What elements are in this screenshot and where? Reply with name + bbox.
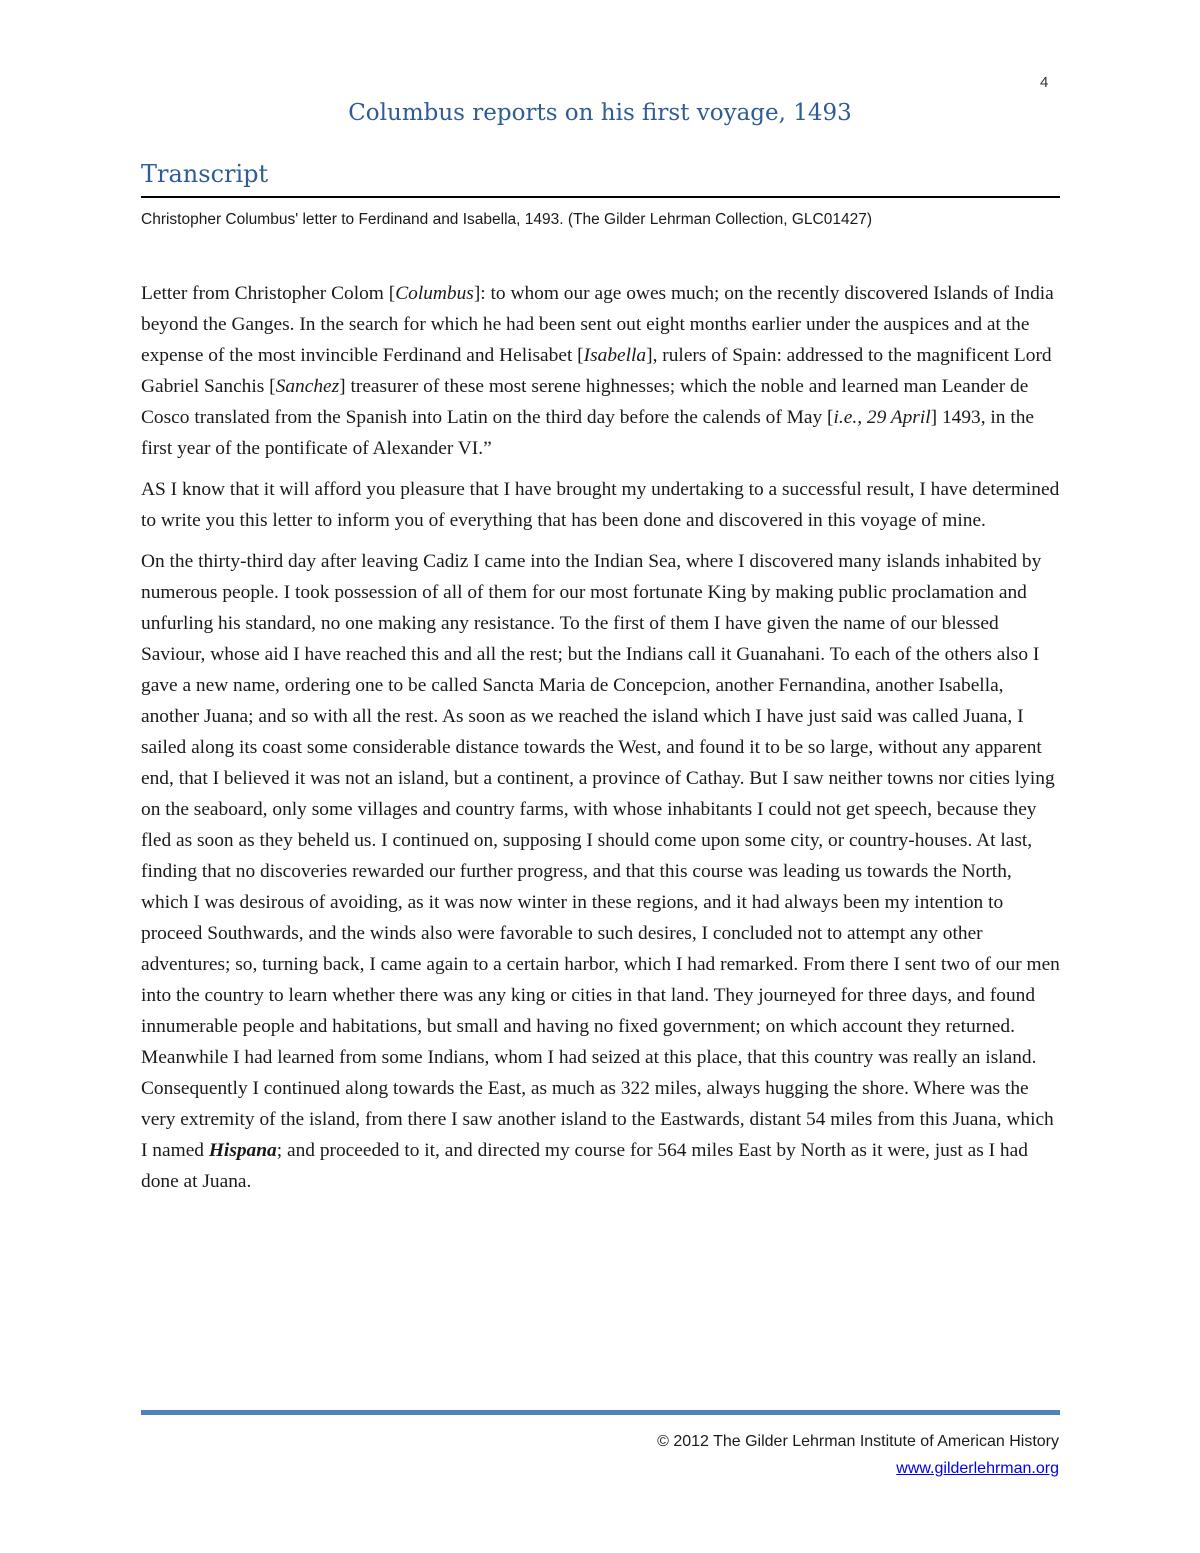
footer-website-link[interactable]: www.gilderlehrman.org bbox=[896, 1460, 1059, 1477]
intro-text: Letter from Christopher Colom [ bbox=[141, 283, 396, 304]
italic-isabella: Isabella bbox=[583, 345, 647, 366]
paragraph-voyage bbox=[141, 546, 1060, 1197]
intro-text: ], rulers of Spain: addressed to the magnificent Lord Gabriel Sanchis [ bbox=[141, 345, 1052, 397]
paragraph-intro bbox=[141, 278, 1060, 464]
italic-date: i.e., 29 April bbox=[833, 407, 931, 428]
intro-text: ] treasurer of these most serene highnesses; which the noble and learned man Leander de Cosco translated from the Spanish into Latin on the third day before the calends of May [ bbox=[141, 376, 1029, 428]
italic-columbus: Columbus bbox=[395, 283, 474, 304]
voyage-text: On the thirty-third day after leaving Cadiz I came into the Indian Sea, where I discovered many islands inhabited by numerous people. I took possession of all of them for our most fortunate King by making public proclamation and unfurling his standard, no one making any resistance. To the first of them I have given the name of our blessed Saviour, whose aid I have reached this and all the rest; but the Indians call it Guanahani. To each of the others also I gave a new name, ordering one to be called Sancta Maria de Concepcion, another Fernandina, another Isabella, another Juana; and so with all the rest. As soon as we reached the island which I have just said was called Juana, I sailed along its coast some considerable distance towards the West, and found it to be so large, without any apparent end, that I believed it was not an island, but a continent, a province of Cathay. But I saw neither towns nor cities lying on the seaboard, only some villages and country farms, with whose inhabitants I could not get speech, because they fled as soon as they beheld us. I continued on, supposing I should come upon some city, or country-houses. At last, finding that no discoveries rewarded our further progress, and that this course was leading us towards the North, which I was desirous of avoiding, as it was now winter in these regions, and it had always been my intention to proceed Southwards, and the winds also were favorable to such desires, I concluded not to attempt any other adventures; so, turning back, I came again to a certain harbor, which I had remarked. From there I sent two of our men into the country to learn whether there was any king or cities in that land. They journeyed for three days, and found innumerable people and habitations, but small and having no fixed government; on which account they returned. Meanwhile I had learned from some Indians, whom I had seized at this place, that this country was really an island. Consequently I continued along towards the East, as much as 322 miles, always hugging the shore. Where was the very extremity of the island, from there I saw another island to the Eastwards, distant 54 miles from this Juana, which I named bbox=[141, 551, 1060, 1161]
footer-copyright: © 2012 The Gilder Lehrman Institute of American History bbox=[657, 1433, 1059, 1450]
heading-rule bbox=[141, 196, 1060, 198]
transcript-body bbox=[141, 278, 1060, 1207]
page-number: 4 bbox=[1040, 74, 1049, 91]
paragraph-opening: AS I know that it will afford you pleasure that I have brought my undertaking to a successful result, I have determined to write you this letter to inform you of everything that has been done and discovered in this voyage of mine. bbox=[141, 479, 1060, 531]
footer-rule bbox=[141, 1410, 1060, 1415]
intro-text: ] 1493, in the first year of the pontificate of Alexander VI.” bbox=[141, 407, 1035, 459]
section-heading: Transcript bbox=[141, 160, 269, 188]
intro-text: ]: to whom our age owes much; on the recently discovered Islands of India beyond the Ganges. In the search for which he had been sent out eight months earlier under the auspices and at the expense of the most invincible Ferdinand and Helisabet [ bbox=[141, 283, 1054, 366]
bold-italic-hispana: Hispana bbox=[208, 1140, 277, 1161]
voyage-text: ; and proceeded to it, and directed my course for 564 miles East by North as it were, just as I had done at Juana. bbox=[141, 1140, 1028, 1192]
italic-sanchez: Sanchez bbox=[275, 376, 340, 397]
source-note: Christopher Columbus' letter to Ferdinand and Isabella, 1493. (The Gilder Lehrman Collection, GLC01427) bbox=[141, 211, 872, 228]
document-title: Columbus reports on his first voyage, 1493 bbox=[348, 100, 852, 126]
